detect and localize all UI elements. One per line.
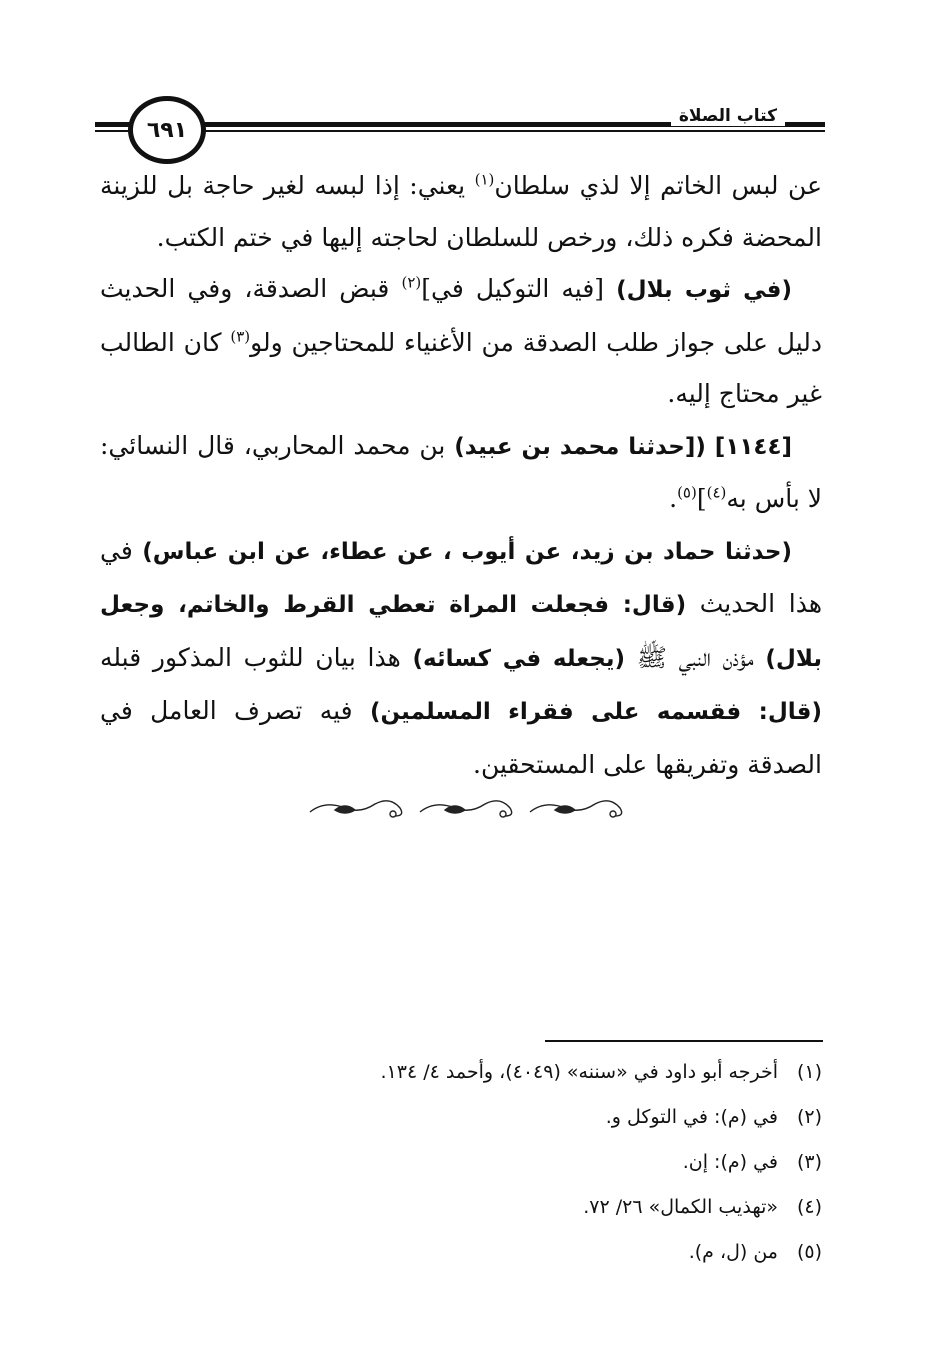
paragraph-1 (100, 160, 822, 263)
main-text (100, 160, 822, 790)
bold-text: (يجعله في كسائه) (412, 645, 625, 672)
text-run: مؤذن النبي ﷺ (624, 642, 766, 672)
text-run: كان الطالب غير محتاج إليه. (100, 327, 822, 408)
footnote-separator (545, 1040, 823, 1042)
bold-text: (قال: فقسمه على فقراء المسلمين) (369, 699, 822, 725)
footnote-1 (300, 1050, 822, 1095)
footnote-number: (١) (796, 1061, 822, 1083)
footnote-text: أخرجه أبو داود في «سننه» (٤٠٤٩)، وأحمد ٤/ ١٣٤. (380, 1061, 778, 1083)
chapter-title: كتاب الصلاة (671, 106, 785, 126)
bold-text: (في ثوب بلال) (616, 277, 793, 303)
footnote-ref[interactable]: (٣) (230, 327, 251, 346)
text-run: بن محمد المحاربي، قال النسائي: لا بأس به (100, 430, 822, 513)
text-run: فيه تصرف العامل في الصدقة وتفريقها على المستحقين. (100, 696, 822, 779)
footnote-number: (٢) (796, 1106, 822, 1128)
page-number: ٦٩١ (146, 117, 188, 143)
footnote-text: «تهذيب الكمال» ٢٦/ ٧٢. (583, 1196, 778, 1218)
footnote-number: (٥) (796, 1241, 822, 1263)
text-run: . (669, 484, 678, 513)
footnote-text: في (م): إن. (682, 1151, 778, 1173)
footnote-ref[interactable]: (٤) (706, 483, 727, 502)
footnote-number: (٤) (796, 1196, 822, 1218)
ornament-unit (530, 801, 622, 817)
bold-text: (قال: فجعلت المراة تعطي القرط والخاتم، وجعل بلال) (100, 592, 822, 672)
footnote-ref[interactable]: (٢) (401, 273, 422, 292)
text-run: قبض الصدقة، وفي الحديث دليل على جواز طلب الصدقة من الأغنياء للمحتاجين ولو (100, 274, 822, 357)
footnote-4 (300, 1185, 822, 1230)
text-run: ] (696, 484, 707, 513)
floral-divider-icon (300, 790, 630, 830)
ornament-unit (310, 801, 402, 817)
footnote-ref[interactable]: (٥) (677, 483, 697, 502)
text-run: يعني: إذا لبسه لغير حاجة بل للزينة المحضة فكره ذلك، ورخص للسلطان لحاجته إليها في ختم الكتب. (100, 171, 822, 252)
footnote-text: من (ل، م). (688, 1241, 778, 1263)
text-run: في هذا الحديث (100, 535, 822, 618)
footnote-3 (300, 1140, 822, 1185)
footnote-2 (300, 1095, 822, 1140)
text-run: عن لبس الخاتم إلا لذي سلطان (494, 171, 822, 200)
ornament-unit (420, 801, 512, 817)
text-run: [فيه التوكيل في] (421, 274, 617, 303)
paragraph-3 (100, 420, 822, 525)
footnote-ref[interactable]: (١) (474, 170, 495, 189)
page-header (95, 92, 825, 164)
paragraph-2 (100, 263, 822, 420)
footnotes (300, 1050, 822, 1275)
page-number-badge (128, 96, 206, 164)
footnote-number: (٣) (796, 1151, 822, 1173)
text-run: هذا بيان للثوب المذكور قبله (100, 642, 413, 672)
paragraph-4 (100, 525, 822, 791)
bold-text: [١١٤٤] ([حدثنا محمد بن عبيد) (454, 433, 792, 460)
footnote-text: في (م): في التوكل و. (605, 1106, 778, 1128)
footnote-5 (300, 1230, 822, 1275)
bold-text: (حدثنا حماد بن زيد، عن أيوب ، عن عطاء، عن ابن عباس) (142, 538, 792, 565)
